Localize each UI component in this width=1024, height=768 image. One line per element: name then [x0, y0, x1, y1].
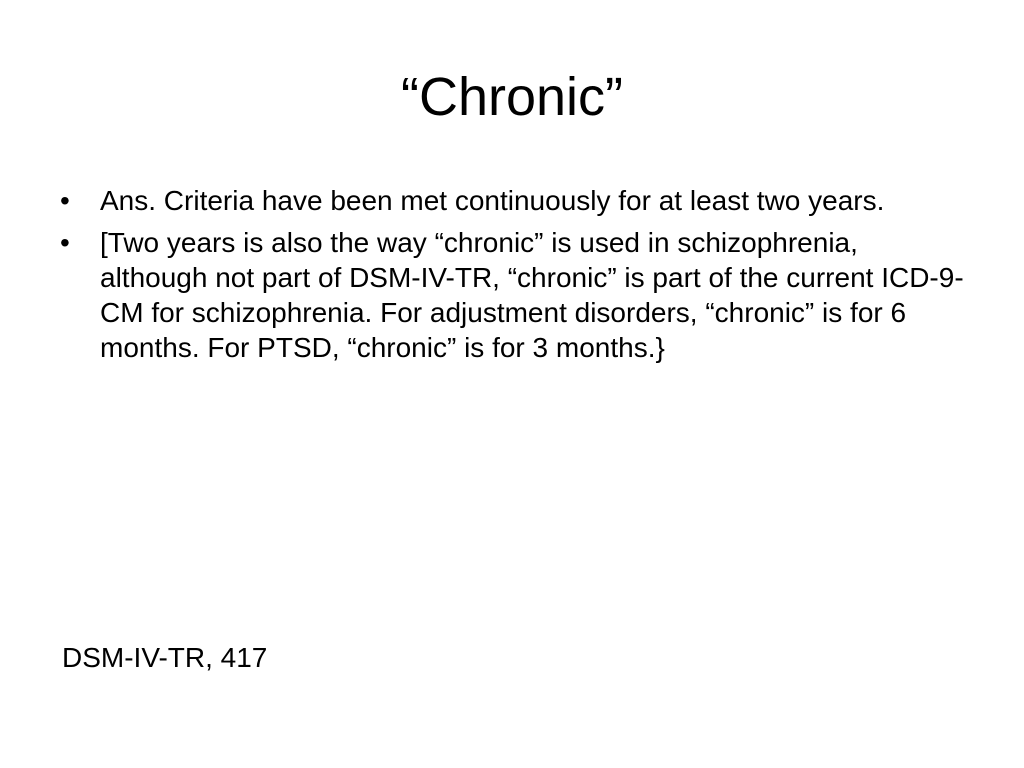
bullet-dot-icon: •: [60, 185, 70, 216]
bullet-text: Ans. Criteria have been met continuously for at least two years.: [100, 185, 885, 216]
bullet-list: [60, 183, 970, 372]
bullet-dot-icon: •: [60, 227, 70, 258]
bullet-item-1: [60, 183, 970, 218]
source-reference: DSM-IV-TR, 417: [62, 642, 268, 673]
slide-title: “Chronic”: [400, 67, 624, 127]
bullet-item-2: [60, 225, 970, 365]
bullet-text: [Two years is also the way “chronic” is used in schizophrenia, although not part of DSM-IV-TR, “chronic” is part of the current ICD-9-CM for schizophrenia. For adjustment disorders, “chronic” is for 6 months. For PTSD, “chronic” is for 3 months.}: [100, 227, 964, 363]
